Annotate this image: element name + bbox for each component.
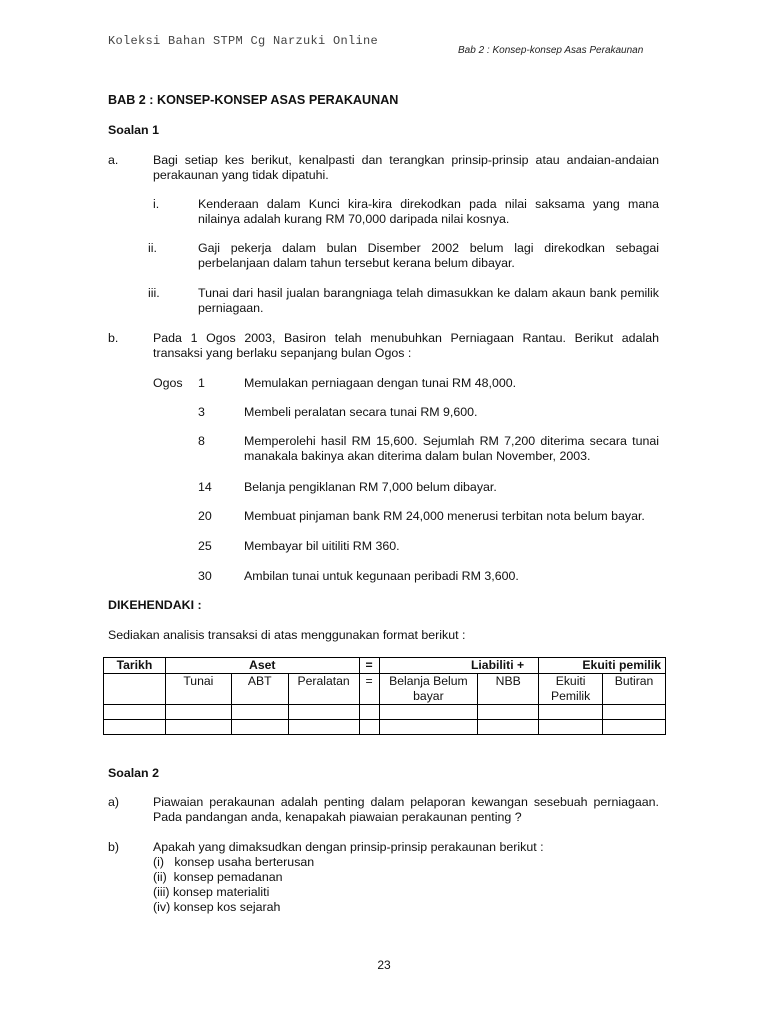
chapter-title: BAB 2 : KONSEP-KONSEP ASAS PERAKAUNAN: [108, 93, 399, 107]
concept-item: (ii) konsep pemadanan: [153, 870, 283, 884]
instruction-text: Sediakan analisis transaksi di atas menggunakan format berikut :: [108, 628, 466, 642]
table-cell: [231, 705, 288, 720]
transaction-day: 25: [198, 539, 212, 553]
table-cell: [231, 720, 288, 735]
table-cell: [603, 720, 666, 735]
transaction-day: 14: [198, 480, 212, 494]
concept-item: (iii) konsep materialiti: [153, 885, 270, 899]
transaction-day: 20: [198, 509, 212, 523]
concept-item: (i) konsep usaha berterusan: [153, 855, 315, 869]
item-text: Kenderaan dalam Kunci kira-kira direkodkan pada nilai saksama yang mana nilainya adalah kurang RM 70,000 daripada nilai kosnya.: [198, 197, 659, 226]
transaction-text: Belanja pengiklanan RM 7,000 belum dibayar.: [244, 480, 497, 494]
transaction-text: Memperolehi hasil RM 15,600. Sejumlah RM 7,200 diterima secara tunai manakala bakinya akan diterima dalam bulan November, 2003.: [244, 434, 659, 463]
soalan-2-a-text: Piawaian perakaunan adalah penting dalam pelaporan kewangan sesebuah perniagaan. Pada pandangan anda, kenapakah piawaian perakaunan penting ?: [153, 795, 659, 824]
table-cell: [359, 705, 379, 720]
item-text: Gaji pekerja dalam bulan Disember 2002 belum lagi direkodkan sebagai perbelanjaan dalam tahun tersebut kerana belum dibayar.: [198, 241, 659, 270]
table-cell: [379, 720, 478, 735]
header-right: Bab 2 : Konsep-konsep Asas Perakaunan: [458, 45, 644, 56]
soalan-1-a-marker: a.: [108, 153, 119, 167]
transaction-text: Membuat pinjaman bank RM 24,000 menerusi terbitan nota belum bayar.: [244, 509, 645, 523]
header-tarikh: Tarikh: [104, 658, 166, 674]
soalan-2-a-marker: a): [108, 795, 120, 809]
table-cell: [288, 720, 359, 735]
table-cell: [165, 705, 231, 720]
header-aset: Aset: [165, 658, 359, 674]
header-left: Koleksi Bahan STPM Cg Narzuki Online: [108, 34, 379, 48]
item-marker: i.: [153, 197, 160, 211]
soalan-2-b-marker: b): [108, 840, 120, 854]
soalan-1-heading: Soalan 1: [108, 123, 159, 137]
dikehendaki-heading: DIKEHENDAKI :: [108, 598, 202, 612]
transaction-text: Membeli peralatan secara tunai RM 9,600.: [244, 405, 478, 419]
column-butiran: Butiran: [603, 674, 666, 705]
table-cell: [539, 720, 603, 735]
table-cell: [165, 720, 231, 735]
column-equals: =: [359, 674, 379, 705]
transaction-day: 3: [198, 405, 205, 419]
transaction-month: Ogos: [153, 376, 183, 390]
table-cell: [379, 705, 478, 720]
soalan-1-a-text: Bagi setiap kes berikut, kenalpasti dan terangkan prinsip-prinsip atau andaian-andaian perakaunan yang tidak dipatuhi.: [153, 153, 659, 182]
item-marker: iii.: [148, 286, 160, 300]
table-cell: [104, 705, 166, 720]
column-peralatan: Peralatan: [288, 674, 359, 705]
table-cell: [104, 674, 166, 705]
soalan-1-b-marker: b.: [108, 331, 119, 345]
table-cell: [478, 720, 539, 735]
column-ekuiti-pemilik: Ekuiti Pemilik: [539, 674, 603, 705]
table-cell: [478, 705, 539, 720]
transaction-day: 8: [198, 434, 205, 448]
concept-item: (iv) konsep kos sejarah: [153, 900, 281, 914]
transaction-text: Memulakan perniagaan dengan tunai RM 48,000.: [244, 376, 517, 390]
column-abt: ABT: [231, 674, 288, 705]
soalan-1-b-text: Pada 1 Ogos 2003, Basiron telah menubuhkan Perniagaan Rantau. Berikut adalah transaksi yang berlaku sepanjang bulan Ogos :: [153, 331, 659, 360]
transaction-text: Membayar bil uitiliti RM 360.: [244, 539, 400, 553]
table-cell: [603, 705, 666, 720]
table-cell: [359, 720, 379, 735]
column-tunai: Tunai: [165, 674, 231, 705]
header-equals: =: [359, 658, 379, 674]
transaction-text: Ambilan tunai untuk kegunaan peribadi RM 3,600.: [244, 569, 519, 583]
item-marker: ii.: [148, 241, 157, 255]
column-belanja-belum-bayar: Belanja Belum bayar: [379, 674, 478, 705]
soalan-2-b-text: Apakah yang dimaksudkan dengan prinsip-prinsip perakaunan berikut :: [153, 840, 544, 854]
page-number: 23: [377, 958, 391, 972]
table-cell: [104, 720, 166, 735]
soalan-2-heading: Soalan 2: [108, 766, 159, 780]
header-liabiliti: Liabiliti +: [379, 658, 539, 674]
table-cell: [539, 705, 603, 720]
column-nbb: NBB: [478, 674, 539, 705]
table-cell: [288, 705, 359, 720]
transaction-analysis-table: [103, 657, 666, 735]
item-text: Tunai dari hasil jualan barangniaga telah dimasukkan ke dalam akaun bank pemilik perniagaan.: [198, 286, 659, 315]
transaction-day: 30: [198, 569, 212, 583]
header-ekuiti: Ekuiti pemilik: [539, 658, 666, 674]
transaction-day: 1: [198, 376, 205, 390]
